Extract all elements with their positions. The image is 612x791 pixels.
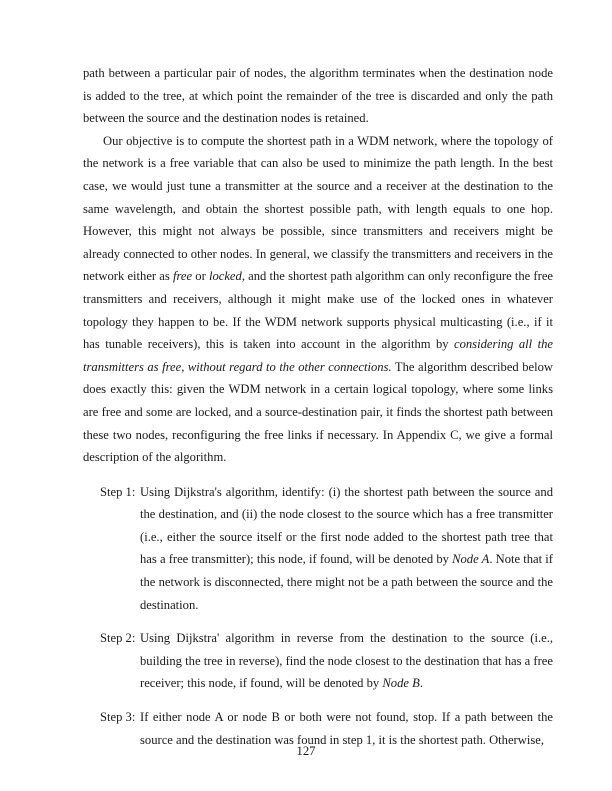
- emphasized-text: locked: [208, 269, 242, 284]
- text-run: .: [419, 676, 423, 691]
- text-run: or: [192, 269, 209, 284]
- step-label: Step 2:: [100, 631, 136, 646]
- emphasized-text: Node B: [382, 676, 420, 691]
- emphasized-text: free: [172, 269, 193, 284]
- emphasized-text: Node A: [452, 552, 490, 567]
- text-run: Our objective is to compute the shortest path in a WDM network, where the topology of the network is a free variable that can also be used to minimize the path length. In the best case, we would just tune a transmitter at the source and a receiver at the destination to the same wavelength, and obtain the shortest possible path, with length equals to one hop. However, this might not always be possible, since transmitters and receivers might be already connected to other nodes. In general, we classify the transmitters and receivers in the network either as: [83, 133, 553, 284]
- text-run: Using Dijkstra's algorithm, identify: (i) the shortest path between the source and the destination, and (ii) the node closest to the source which has a free transmitter (i.e., either the source itself or the first node added to the shortest path tree that has a free transmitter); this node, if found, will be denoted by: [140, 484, 553, 567]
- text-run: The algorithm described below does exactly this: given the WDM network in a certain logical topology, where some links are free and some are locked, and a source-destination pair, it finds the shortest path between these two nodes, reconfiguring the free links if necessary. In Appendix C, we give a formal description of the algorithm.: [83, 359, 553, 465]
- step-2: [83, 627, 553, 695]
- text-run: path between a particular pair of nodes, the algorithm terminates when the destination node is added to the tree, at which point the remainder of the tree is discarded and only the path between the source and the destination nodes is retained.: [83, 66, 553, 126]
- body-text: [83, 62, 553, 762]
- step-label: Step 1:: [100, 484, 136, 499]
- text-run: If either node A or node B or both were not found, stop. If a path between the source and the destination was found in step 1, it is the shortest path. Otherwise,: [140, 710, 553, 747]
- page-number: 127: [296, 744, 316, 758]
- text-run: Using Dijkstra' algorithm in reverse from the destination to the source (i.e., building the tree in reverse), find the node closest to the destination that has a free receiver; this node, if found, will be denoted by: [140, 631, 553, 691]
- text-run: , and the shortest path algorithm can only reconfigure the free transmitters and receivers, although it might make use of the locked ones in whatever topology they happen to be. If the WDM network supports physical multicasting (i.e., if it has tunable receivers), this is taken into account in the algorithm by: [83, 269, 554, 352]
- step-body: [140, 631, 553, 690]
- emphasized-text: considering all the transmitters as free, without regard to the other connections.: [83, 337, 553, 374]
- paragraph-objective: [83, 130, 553, 469]
- step-1: [83, 481, 553, 617]
- text-run: . Note that if the network is disconnected, there might not be a path between the source and the destination.: [140, 552, 553, 612]
- algorithm-steps: [83, 481, 553, 752]
- step-body: [140, 485, 553, 612]
- step-label: Step 3:: [100, 710, 136, 725]
- paragraph-continuation: [83, 62, 553, 130]
- step-body: [140, 710, 553, 747]
